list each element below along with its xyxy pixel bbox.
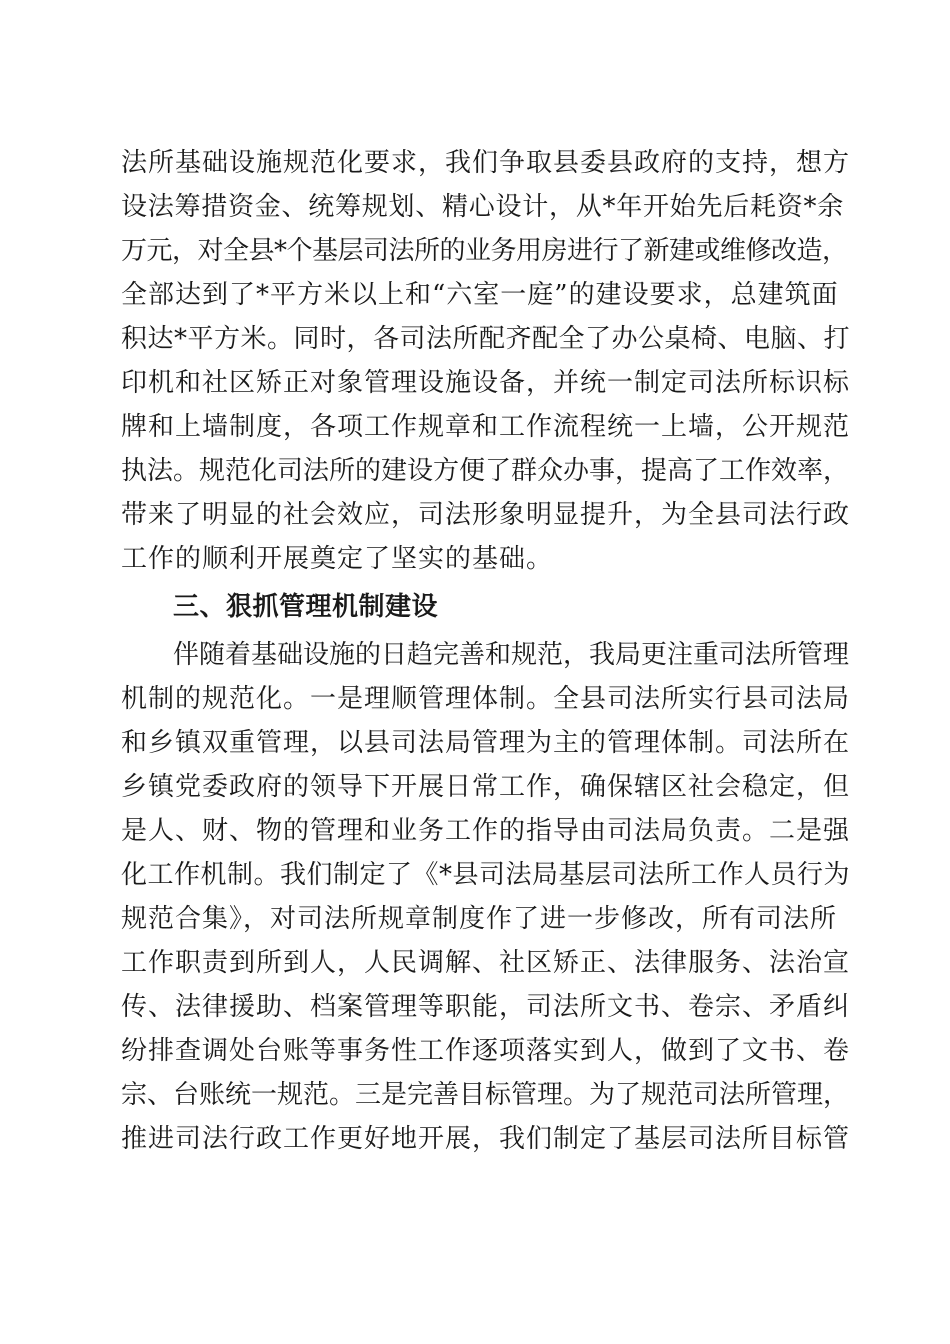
body-line: 全部达到了*平方米以上和“六室一庭”的建设要求，总建筑面 [121,280,839,310]
body-line: 是人、财、物的管理和业务工作的指导由司法局负责。二是强 [121,816,851,846]
body-line: 设法筹措资金、统筹规划、精心设计，从*年开始先后耗资*余 [121,192,845,222]
body-line: 积达*平方米。同时，各司法所配齐配全了办公桌椅、电脑、打 [121,324,851,354]
body-line: 纷排查调处台账等事务性工作逐项落实到人，做到了文书、卷 [121,1036,851,1066]
body-line: 化工作机制。我们制定了《*县司法局基层司法所工作人员行为 [121,860,851,890]
body-line: 机制的规范化。一是理顺管理体制。全县司法所实行县司法局 [121,684,851,714]
body-line: 万元，对全县*个基层司法所的业务用房进行了新建或维修改造， [121,236,848,266]
body-line: 推进司法行政工作更好地开展，我们制定了基层司法所目标管 [121,1124,851,1154]
section-heading: 三、狠抓管理机制建设 [173,592,439,622]
body-line: 执法。规范化司法所的建设方便了群众办事，提高了工作效率， [121,456,850,486]
body-line: 法所基础设施规范化要求，我们争取县委县政府的支持，想方 [121,148,851,178]
body-line: 传、法律援助、档案管理等职能，司法所文书、卷宗、矛盾纠 [121,992,851,1022]
body-line: 印机和社区矫正对象管理设施设备，并统一制定司法所标识标 [121,368,851,398]
body-line: 宗、台账统一规范。三是完善目标管理。为了规范司法所管理， [121,1080,850,1110]
body-line: 工作的顺利开展奠定了坚实的基础。 [121,544,554,574]
body-line: 牌和上墙制度，各项工作规章和工作流程统一上墙，公开规范 [121,412,851,442]
body-line: 乡镇党委政府的领导下开展日常工作，确保辖区社会稳定，但 [121,772,851,802]
paragraph-first-line: 伴随着基础设施的日趋完善和规范，我局更注重司法所管理 [173,640,850,670]
body-line: 和乡镇双重管理，以县司法局管理为主的管理体制。司法所在 [121,728,851,758]
body-line: 带来了明显的社会效应，司法形象明显提升，为全县司法行政 [121,500,851,530]
body-line: 规范合集》，对司法所规章制度作了进一步修改，所有司法所 [121,904,838,934]
body-line: 工作职责到所到人，人民调解、社区矫正、法律服务、法治宣 [121,948,851,978]
